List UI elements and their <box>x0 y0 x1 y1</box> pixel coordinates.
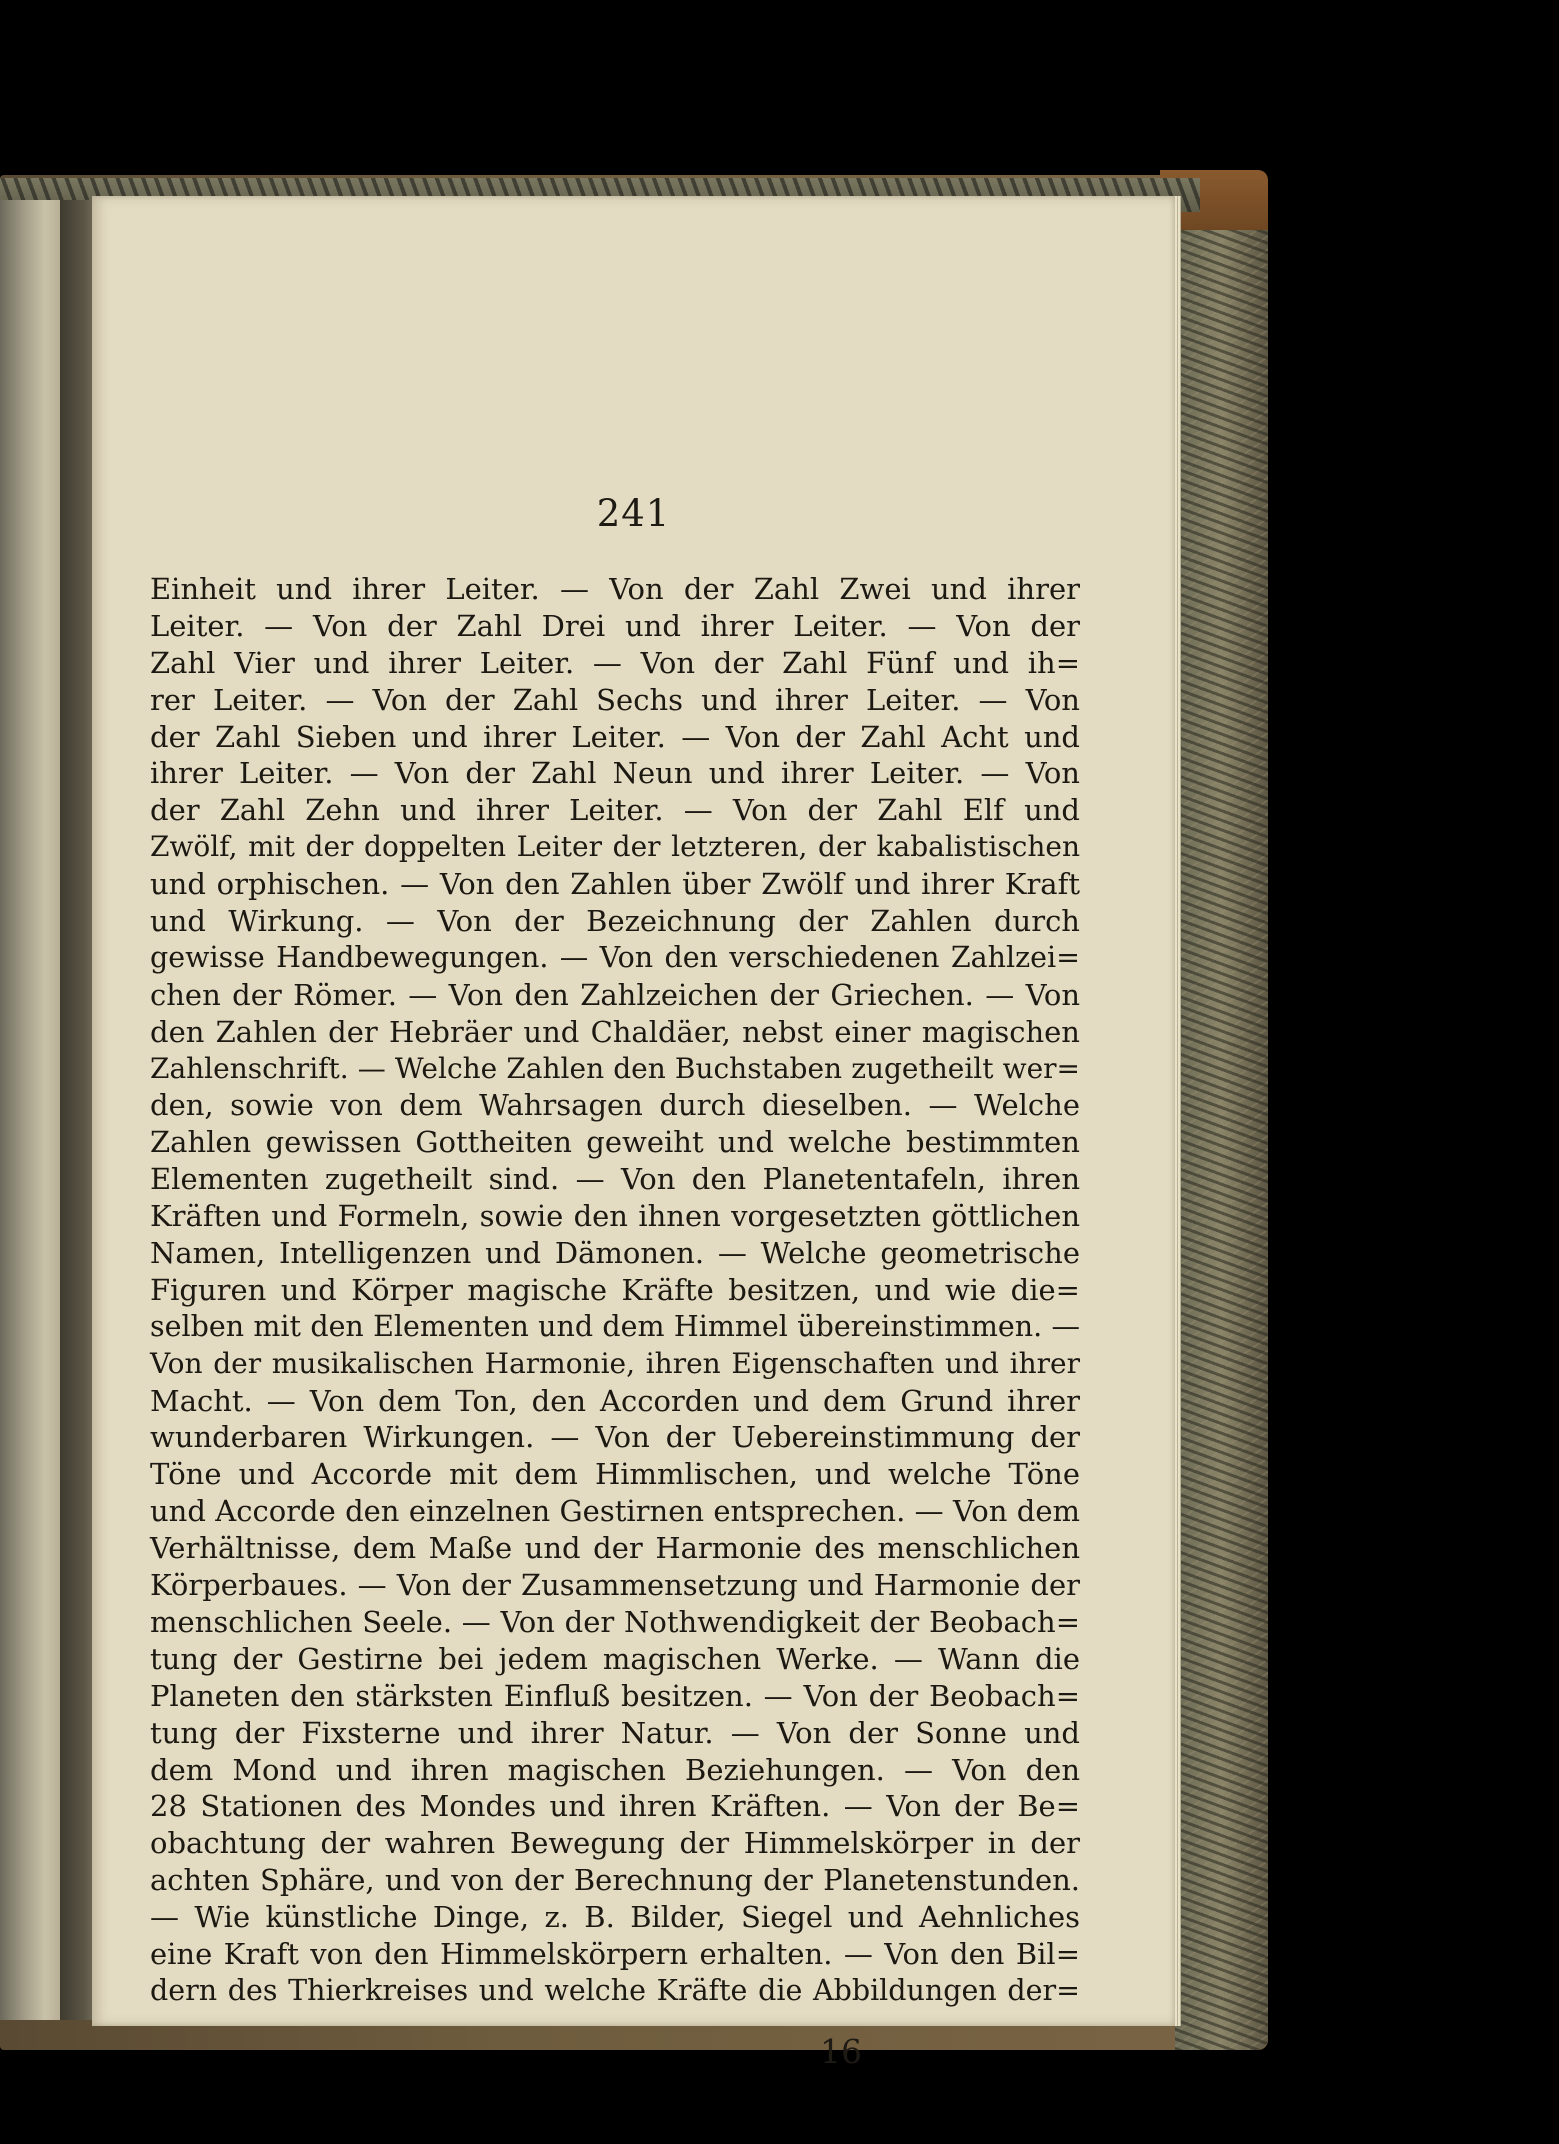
text-line: den Zahlen der Hebräer und Chaldäer, nebst einer magischen <box>150 1014 1080 1049</box>
text-line: ihrer Leiter. — Von der Zahl Neun und ihrer Leiter. — Von <box>150 756 1080 791</box>
text-line: der Zahl Zehn und ihrer Leiter. — Von der Zahl Elf und <box>150 793 1080 828</box>
text-line: Zahl Vier und ihrer Leiter. — Von der Zahl Fünf und ih= <box>150 645 1080 680</box>
text-line: achten Sphäre, und von der Berechnung der Planetenstunden. <box>150 1863 1080 1898</box>
text-line: tung der Gestirne bei jedem magischen Werke. — Wann die <box>150 1641 1080 1676</box>
text-line: — Wie künstliche Dinge, z. B. Bilder, Siegel und Aehnliches <box>150 1900 1080 1935</box>
text-line: Figuren und Körper magische Kräfte besitzen, und wie die= <box>150 1272 1080 1307</box>
text-line: Elementen zugetheilt sind. — Von den Planetentafeln, ihren <box>150 1162 1080 1197</box>
text-line: der Zahl Sieben und ihrer Leiter. — Von der Zahl Acht und <box>150 719 1080 754</box>
marbled-cover-edge <box>1175 175 1268 2050</box>
text-line: gewisse Handbewegungen. — Von den verschiedenen Zahlzei= <box>150 940 1080 974</box>
text-line: chen der Römer. — Von den Zahlzeichen der Griechen. — Von <box>150 977 1080 1012</box>
text-line: und Accorde den einzelnen Gestirnen entsprechen. — Von dem <box>150 1494 1080 1529</box>
text-line: dern des Thierkreises und welche Kräfte die Abbildungen der= <box>150 1973 1080 2007</box>
book-page <box>92 196 1175 2071</box>
text-line: Kräften und Formeln, sowie den ihnen vorgesetzten göttlichen <box>150 1199 1080 1234</box>
text-line: Verhältnisse, dem Maße und der Harmonie des menschlichen <box>150 1531 1080 1566</box>
text-line: und orphischen. — Von den Zahlen über Zwölf und ihrer Kraft <box>150 867 1080 902</box>
text-line: und Wirkung. — Von der Bezeichnung der Zahlen durch <box>150 904 1080 939</box>
text-line: 28 Stationen des Mondes und ihren Kräften. — Von der Be= <box>150 1789 1080 1824</box>
text-line: Macht. — Von dem Ton, den Accorden und dem Grund ihrer <box>150 1383 1080 1418</box>
page-number: 241 <box>596 492 671 535</box>
text-line: Zahlen gewissen Gottheiten geweiht und welche bestimmten <box>150 1125 1080 1160</box>
text-line: rer Leiter. — Von der Zahl Sechs und ihrer Leiter. — Von <box>150 682 1080 717</box>
text-line: den, sowie von dem Wahrsagen durch dieselben. — Welche <box>150 1088 1080 1123</box>
text-line: Leiter. — Von der Zahl Drei und ihrer Leiter. — Von der <box>150 608 1080 643</box>
text-line: Töne und Accorde mit dem Himmlischen, und welche Töne <box>150 1457 1080 1492</box>
text-line: eine Kraft von den Himmelskörpern erhalten. — Von den Bil= <box>150 1936 1080 1971</box>
text-line: tung der Fixsterne und ihrer Natur. — Von der Sonne und <box>150 1715 1080 1750</box>
left-page-strip <box>0 200 60 2020</box>
text-line: obachtung der wahren Bewegung der Himmelskörper in der <box>150 1826 1080 1861</box>
text-line: selben mit den Elementen und dem Himmel übereinstimmen. — <box>150 1309 1080 1343</box>
text-block <box>150 571 1080 2010</box>
text-line: Von der musikalischen Harmonie, ihren Eigenschaften und ihrer <box>150 1346 1080 1380</box>
text-line: dem Mond und ihren magischen Beziehungen. — Von den <box>150 1752 1080 1787</box>
text-line: Zahlenschrift. — Welche Zahlen den Buchstaben zugetheilt wer= <box>150 1051 1080 1085</box>
text-line: wunderbaren Wirkungen. — Von der Uebereinstimmung der <box>150 1420 1080 1455</box>
text-line: Einheit und ihrer Leiter. — Von der Zahl Zwei und ihrer <box>150 572 1080 606</box>
text-line: Zwölf, mit der doppelten Leiter der letzteren, der kabalistischen <box>150 830 1080 864</box>
signature-mark: 16 <box>820 2032 862 2071</box>
text-line: menschlichen Seele. — Von der Nothwendigkeit der Beobach= <box>150 1604 1080 1639</box>
text-line: Planeten den stärksten Einfluß besitzen. — Von der Beobach= <box>150 1678 1080 1713</box>
text-line: Namen, Intelligenzen und Dämonen. — Welche geometrische <box>150 1236 1080 1271</box>
text-line: Körperbaues. — Von der Zusammensetzung und Harmonie der <box>150 1568 1080 1603</box>
